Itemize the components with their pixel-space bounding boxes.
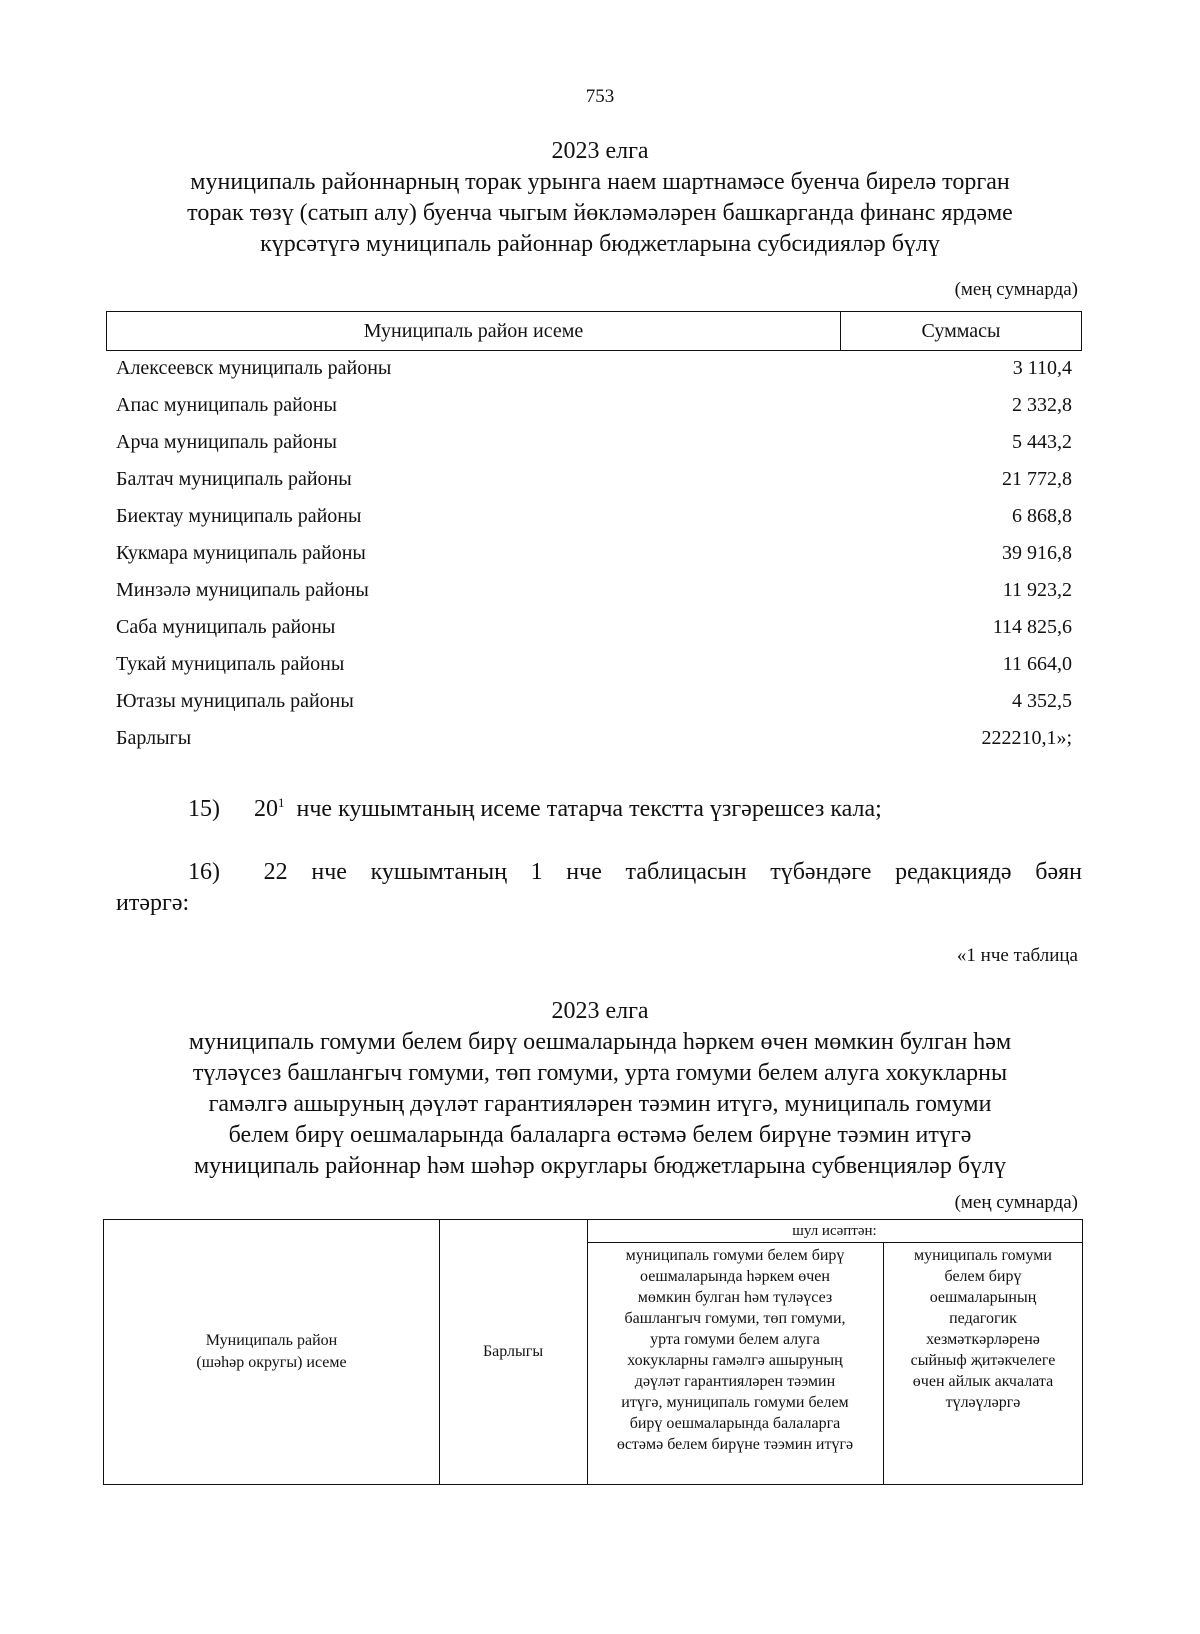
amount-value: 39 916,8 — [1002, 542, 1072, 564]
table-row — [116, 424, 1072, 461]
district-name: Саба муниципаль районы — [116, 616, 336, 638]
header-line: муниципаль гомуми белем бирү — [625, 1247, 845, 1264]
amount-value: 114 825,6 — [992, 616, 1072, 638]
district-name: Биектау муниципаль районы — [116, 505, 362, 527]
column-header-state-guarantees — [589, 1245, 881, 1455]
table1-header — [106, 311, 1082, 351]
title-line: түләүсез башлангыч гомуми, төп гомуми, урта гомуми белем алуга хокукларны — [192, 1060, 1008, 1086]
amount-value: 4 352,5 — [1012, 690, 1072, 712]
header-line: өстәмә белем бирүне тәэмин итүгә — [616, 1436, 854, 1453]
header-line: оешмаларында һәркем өчен — [640, 1268, 830, 1285]
title-line: муниципаль гомуми белем бирү оешмаларында һәркем өчен мөмкин булган һәм — [188, 1029, 1012, 1055]
paragraph-16-line1 — [188, 856, 1082, 889]
title-line: белем бирү оешмаларында балаларга өстәмә белем бирүне тәэмин итүгә — [228, 1122, 972, 1148]
units-label: (мең сумнарда) — [954, 1192, 1078, 1213]
section2-title — [100, 996, 1100, 1182]
paragraph-number: 16) — [188, 859, 220, 885]
header-line: дәүләт гарантияләрен тәэмин — [634, 1373, 836, 1390]
header-line: белем бирү — [944, 1268, 1022, 1285]
column-header-district — [104, 1220, 439, 1484]
group-divider — [587, 1242, 1082, 1243]
amount-value: 2 332,8 — [1012, 394, 1072, 416]
table-row — [116, 461, 1072, 498]
header-line: түләүләргә — [945, 1394, 1021, 1411]
amount-value: 11 923,2 — [1002, 579, 1072, 601]
amount-value: 21 772,8 — [1002, 468, 1072, 490]
amount-value: 11 664,0 — [1002, 653, 1072, 675]
header-line: башлангыч гомуми, төп гомуми, — [624, 1310, 846, 1327]
header-line: хокукларны гамәлгә ашыруның — [627, 1352, 843, 1369]
word: 1 — [530, 859, 543, 885]
district-name: Арча муниципаль районы — [116, 431, 337, 453]
header-line: бирү оешмаларында балаларга — [629, 1415, 841, 1432]
header-line: (шәһәр округы) исеме — [196, 1354, 347, 1371]
table-row — [116, 498, 1072, 535]
word: 22 — [263, 859, 288, 885]
page-number: 753 — [585, 86, 615, 107]
paragraph-number: 15) — [188, 796, 220, 822]
paragraph-15 — [188, 786, 882, 826]
paragraph-16 — [188, 856, 1082, 889]
header-line: өчен айлык акчалата — [912, 1373, 1054, 1390]
word: кушымтаның — [370, 859, 507, 885]
header-line: Муниципаль район — [205, 1332, 338, 1349]
table2-header — [103, 1219, 1083, 1485]
column-header-amount: Суммасы — [921, 319, 1001, 342]
table-row — [116, 350, 1072, 387]
column-group-header: шул исәптән: — [792, 1222, 877, 1239]
word: редакциядә — [895, 859, 1012, 885]
table-row — [116, 609, 1072, 646]
header-line: муниципаль гомуми — [914, 1247, 1052, 1264]
table-row — [116, 572, 1072, 609]
paragraph-text: нче кушымтаның исеме татарча текстта үзгәрешсез кала; — [296, 796, 882, 822]
header-line: хезмәткәрләренә — [926, 1331, 1040, 1348]
header-line: педагогик — [949, 1310, 1017, 1327]
column-header-district: Муниципаль район исеме — [107, 312, 841, 350]
district-name: Алексеевск муниципаль районы — [116, 357, 392, 379]
header-line: урта гомуми белем алуга — [650, 1331, 820, 1348]
table-row — [116, 683, 1072, 720]
units-label: (мең сумнарда) — [954, 279, 1078, 300]
word: таблицасын — [625, 859, 747, 885]
title-line: торак төзү (сатып алу) буенча чыгым йөкләмәләрен башкарганда финанс ярдәме — [187, 200, 1013, 226]
header-line: мөмкин булган һәм түләүсез — [637, 1289, 833, 1306]
amount-value: 3 110,4 — [1012, 357, 1072, 379]
word: бәян — [1035, 859, 1082, 885]
header-line: оешмаларының — [929, 1289, 1037, 1306]
total-value: 222210,1»; — [981, 727, 1072, 749]
appendix-number: $20^1$ — [254, 795, 285, 822]
table-row — [116, 387, 1072, 424]
header-line: сыйныф җитәкчелеге — [910, 1352, 1056, 1369]
title-line: муниципаль районнар һәм шәһәр округлары бюджетларына субвенцияләр бүлү — [193, 1153, 1007, 1179]
district-name: Тукай муниципаль районы — [116, 653, 345, 675]
column-header-total: Барлыгы — [482, 1343, 544, 1360]
table-row — [116, 646, 1072, 683]
title-line: муниципаль районнарның торак урынга наем шартнамәсе буенча бирелә торган — [190, 169, 1010, 195]
amount-value: 5 443,2 — [1012, 431, 1072, 453]
title-line: 2023 елга — [551, 138, 649, 164]
table-row-total — [116, 720, 1072, 757]
title-line: 2023 елга — [551, 998, 649, 1024]
table-label: «1 нче таблица — [956, 945, 1078, 966]
column-header-teacher-payments — [885, 1245, 1081, 1413]
header-line: итүгә, муниципаль гомуми белем — [621, 1394, 849, 1411]
amount-value: 6 868,8 — [1012, 505, 1072, 527]
superscript: 1 — [278, 795, 285, 810]
section1-title — [100, 136, 1100, 260]
word: түбәндәге — [770, 859, 872, 885]
district-name: Апас муниципаль районы — [116, 394, 337, 416]
district-name: Балтач муниципаль районы — [116, 468, 352, 490]
title-line: гамәлгә ашыруның дәүләт гарантияләрен тәэмин итүгә, муниципаль гомуми — [208, 1091, 992, 1117]
total-label: Барлыгы — [116, 727, 192, 749]
word: нче — [566, 859, 602, 885]
district-name: Ютазы муниципаль районы — [116, 690, 354, 712]
title-line: күрсәтүгә муниципаль районнар бюджетларына субсидияләр бүлү — [260, 231, 940, 257]
table1-body — [116, 350, 1072, 757]
table-row — [116, 535, 1072, 572]
column-divider — [883, 1242, 884, 1484]
word: нче — [311, 859, 347, 885]
paragraph-16-line2: итәргә: — [116, 890, 190, 916]
district-name: Минзәлә муниципаль районы — [116, 579, 369, 601]
column-divider — [587, 1220, 588, 1484]
district-name: Кукмара муниципаль районы — [116, 542, 366, 564]
